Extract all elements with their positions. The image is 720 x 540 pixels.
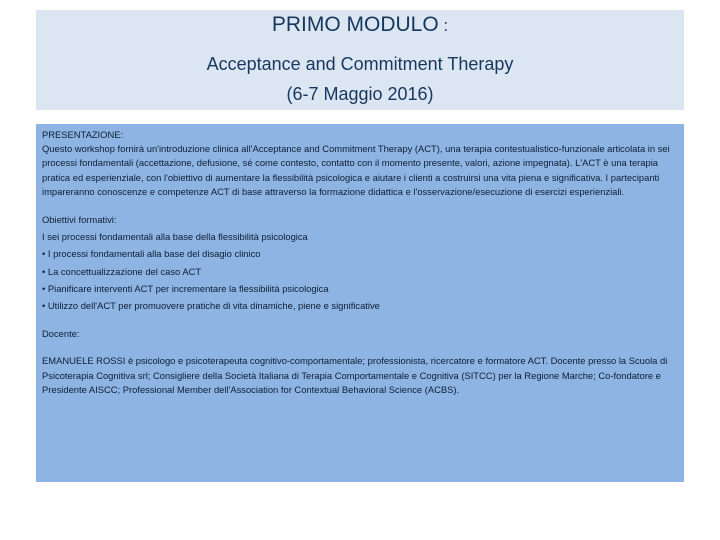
teacher-heading: Docente: <box>42 328 80 340</box>
list-item: • I processi fondamentali alla base del disagio clinico <box>42 248 261 260</box>
list-item: I sei processi fondamentali alla base della flessibilità psicologica <box>42 231 308 243</box>
presentation-heading: PRESENTAZIONE: <box>42 129 124 140</box>
teacher-body: EMANUELE ROSSI è psicologo e psicoterapeuta cognitivo-comportamentale; professionista, ricercatore e formatore ACT. Docente presso la Scuola di Psicoterapia Cognitiva srl; Consigliere della Società Italiana di Terapia Comportamentale e Cognitiva (SITCC) per la Regione Marche; Co-fondatore e Presidente AISCC; Professional Member dell'Association for Contextual Behavioral Science (ACBS). <box>42 355 668 395</box>
list-item: • La concettualizzazione del caso ACT <box>42 265 202 277</box>
list-item: • Utilizzo dell'ACT per promuovere pratiche di vita dinamiche, piene e significative <box>42 300 380 312</box>
course-subtitle: Acceptance and Commitment Therapy <box>206 54 514 74</box>
page-title <box>36 12 684 39</box>
course-dates: (6-7 Maggio 2016) <box>286 84 434 104</box>
content-panel <box>36 124 684 482</box>
title-panel <box>36 10 684 110</box>
presentation-body: Questo workshop fornirà un'introduzione clinica all'Acceptance and Commitment Therapy (ACT), una terapia contestualistico-funzionale articolata in sei processi fondamentali (accettazione, defusione, sé come contesto, contatto con il momento presente, valori, azione impegnata). L'ACT è una terapia pratica ed esperienziale, con l'obiettivo di aumentare la flessibilità psicologica e aiutare i clienti a costruirsi una vita piena e significativa. I partecipanti impareranno conoscenze e competenze ACT di base attraverso la formazione didattica e l'osservazione/esecuzione di esercizi esperienziali. <box>42 143 670 197</box>
list-item: • Pianificare interventi ACT per incrementare la flessibilità psicologica <box>42 282 329 294</box>
title-colon: : <box>438 16 449 35</box>
module-title: PRIMO MODULO <box>271 13 439 36</box>
objectives-heading: Obiettivi formativi: <box>42 214 117 226</box>
objectives-list <box>42 230 678 313</box>
